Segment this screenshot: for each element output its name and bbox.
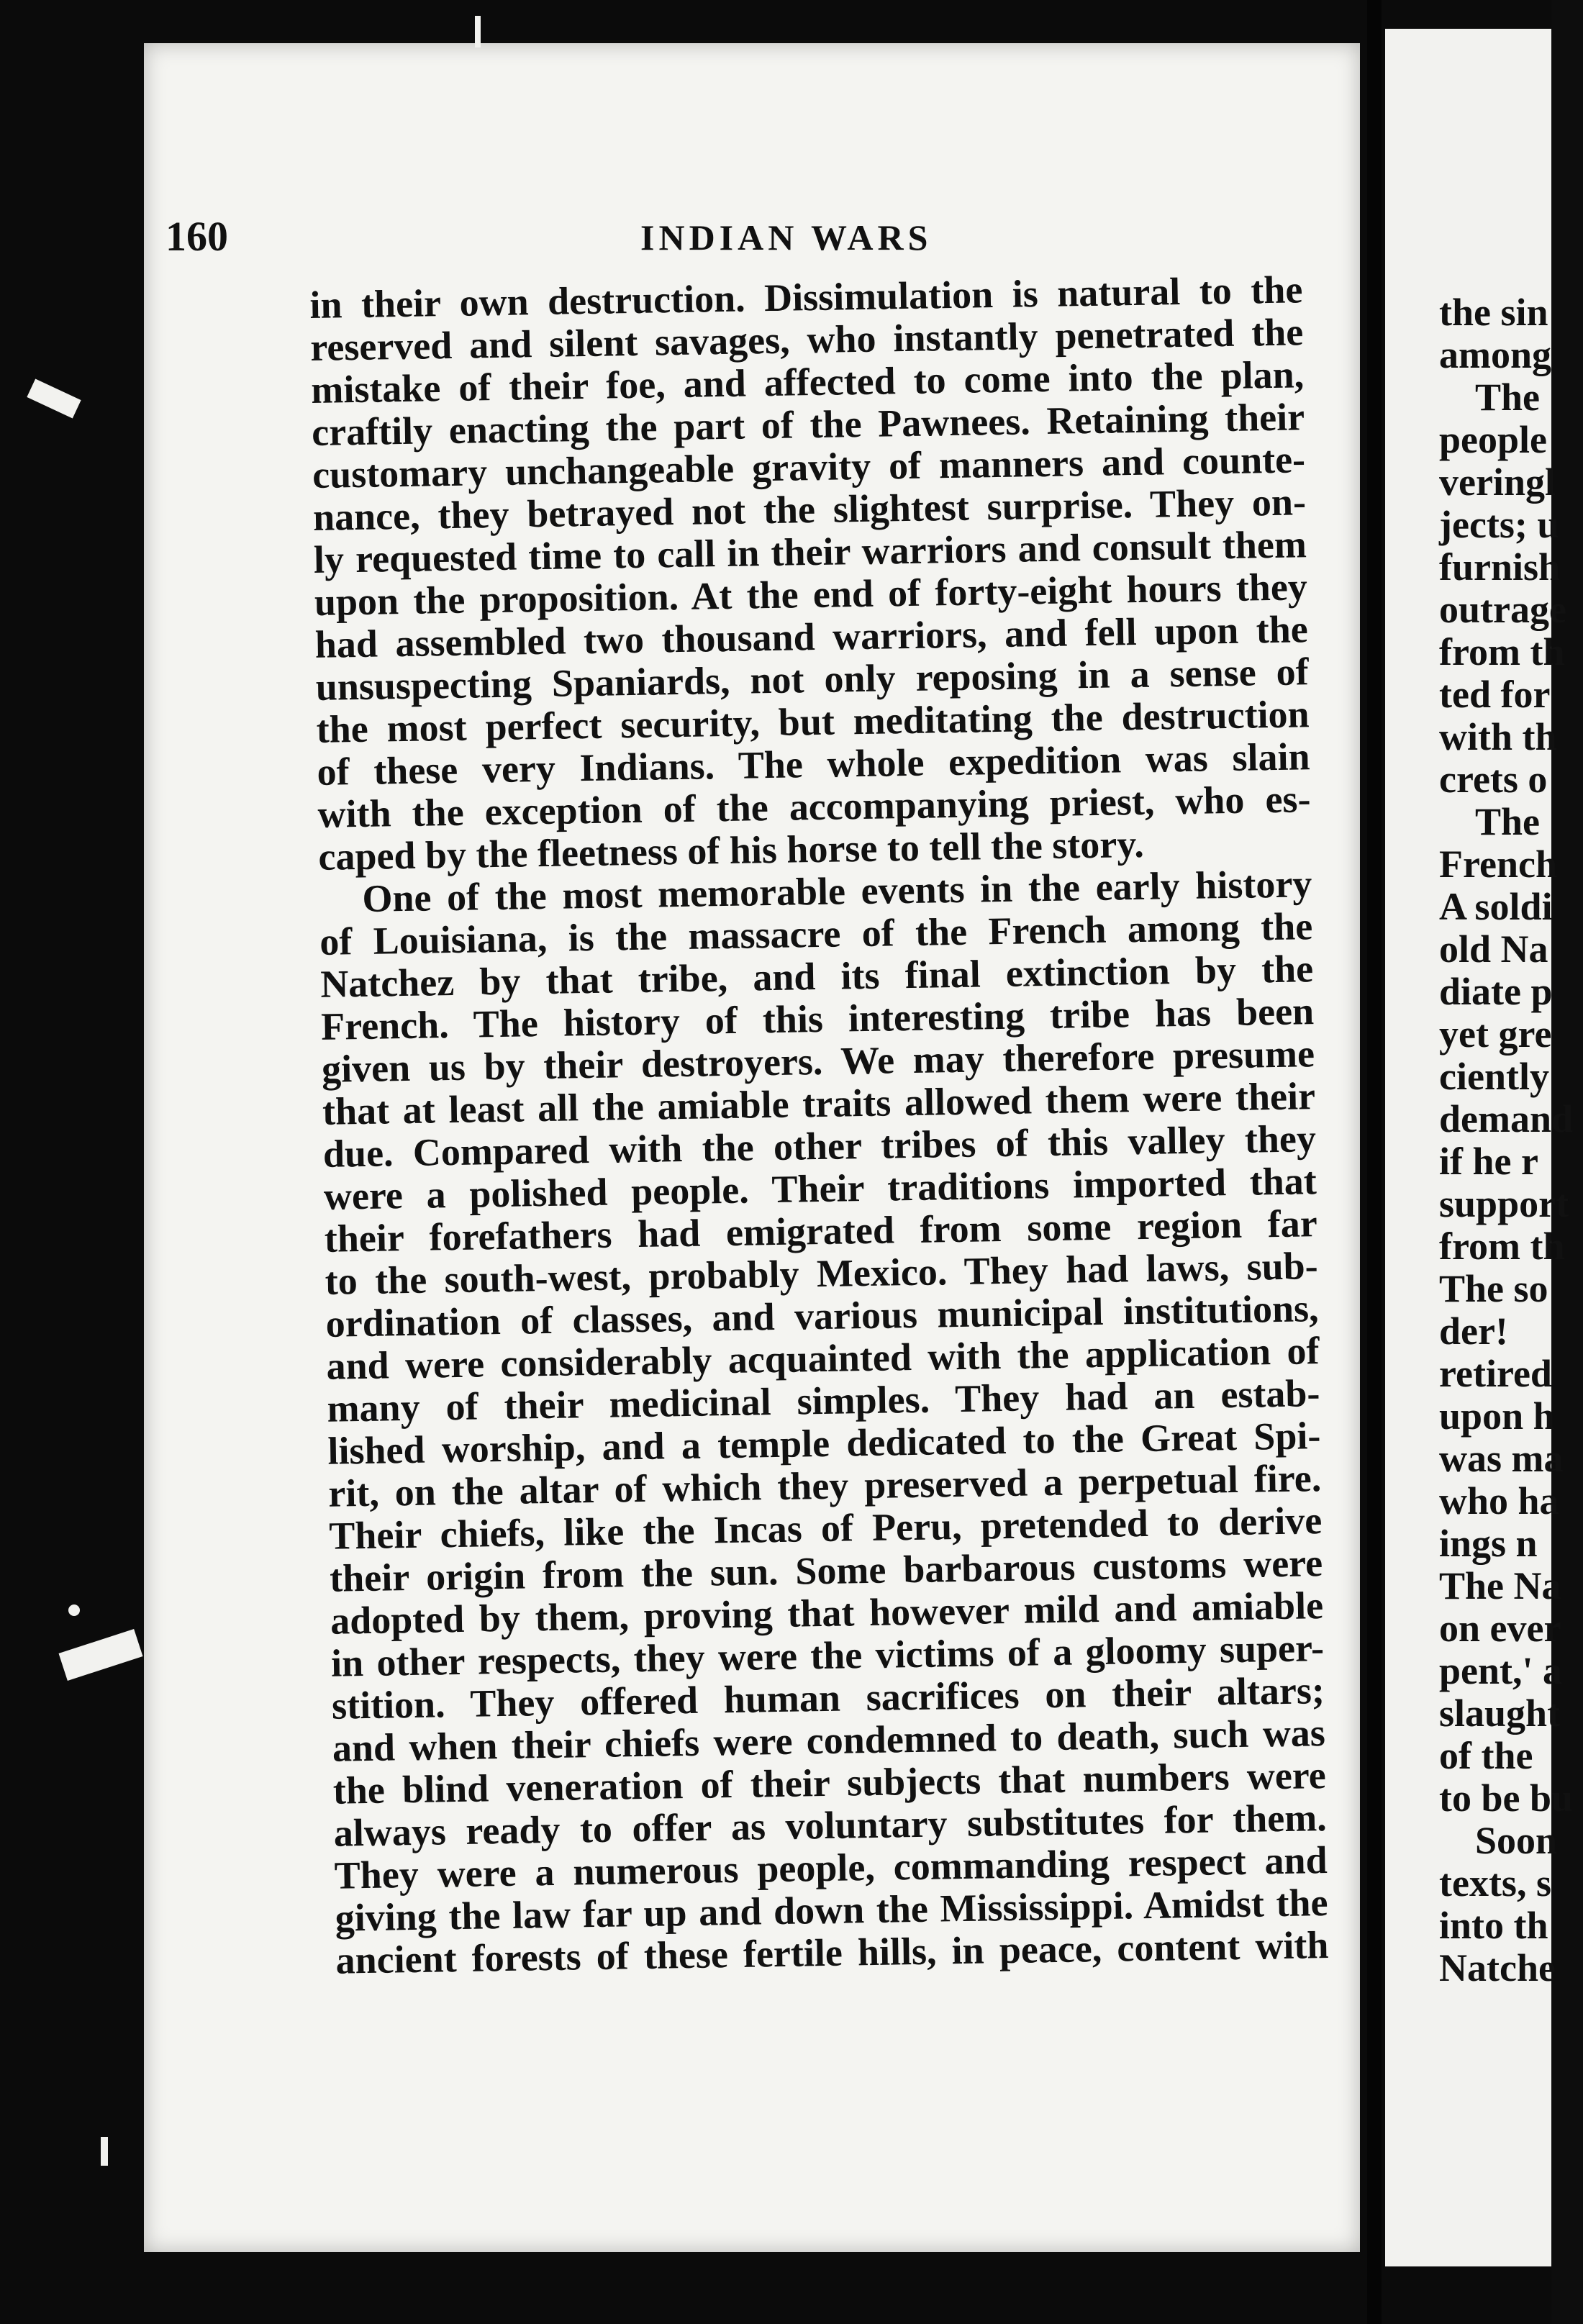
facing-text-line: The Na bbox=[1439, 1564, 1561, 1607]
facing-text-line: pent,' a bbox=[1439, 1649, 1563, 1692]
facing-page-text bbox=[1439, 291, 1583, 1989]
facing-text-line: diate p bbox=[1439, 970, 1553, 1013]
running-head: INDIAN WARS bbox=[640, 217, 933, 258]
text-line: One of the most memorable events in the early history bbox=[361, 862, 1312, 920]
page-number: 160 bbox=[165, 213, 228, 260]
facing-text-line: who ha bbox=[1439, 1479, 1559, 1522]
text-line: caped by the fleetness of his horse to tell the story. bbox=[318, 822, 1145, 879]
text-line: giving the law far up and down the Mississippi. Amidst the bbox=[335, 1881, 1328, 1940]
facing-text-line: with th bbox=[1439, 715, 1557, 758]
facing-text-line: was ma bbox=[1439, 1437, 1564, 1480]
facing-text-line: if he r bbox=[1439, 1140, 1538, 1183]
facing-text-line: ted for bbox=[1439, 673, 1551, 716]
text-line: their origin from the sun. Some barbarous customs were bbox=[329, 1541, 1323, 1600]
text-line: of Louisiana, is the massacre of the French among the bbox=[319, 904, 1313, 963]
text-line: in other respects, they were the victims of a gloomy super- bbox=[330, 1626, 1325, 1685]
facing-text-line: from th bbox=[1439, 1225, 1565, 1268]
facing-text-line: old Na bbox=[1439, 927, 1548, 971]
facing-text-line: texts, s bbox=[1439, 1861, 1551, 1905]
text-line: ordination of classes, and various municipal institutions, bbox=[325, 1286, 1319, 1345]
text-line: to the south-west, probably Mexico. They had laws, sub- bbox=[325, 1244, 1319, 1303]
text-line: French. The history of this interesting tribe has been bbox=[320, 989, 1315, 1048]
text-line: nance, they betrayed not the slightest surprise. They on- bbox=[312, 480, 1307, 539]
text-line: ancient forests of these fertile hills, in peace, content with bbox=[335, 1923, 1329, 1982]
text-line: Natchez by that tribe, and its final extinction by the bbox=[319, 947, 1314, 1006]
facing-text-line: A soldi bbox=[1439, 885, 1553, 928]
text-line: the most perfect security, but meditating the destruction bbox=[316, 692, 1310, 751]
text-line: given us by their destroyers. We may therefore presume bbox=[321, 1032, 1315, 1091]
text-line: reserved and silent savages, who instantly penetrated the bbox=[309, 310, 1304, 369]
text-line: craftily enacting the part of the Pawnees. Retaining their bbox=[311, 395, 1305, 454]
text-line: the blind veneration of their subjects that numbers were bbox=[332, 1753, 1327, 1812]
facing-text-line: on ever bbox=[1439, 1607, 1561, 1650]
facing-text-line: jects; u bbox=[1439, 503, 1559, 546]
facing-text-line: people bbox=[1439, 418, 1548, 461]
facing-text-line: The bbox=[1475, 376, 1541, 419]
body-text bbox=[309, 268, 1329, 1982]
facing-text-line: slaught bbox=[1439, 1692, 1561, 1735]
text-line: due. Compared with the other tribes of this valley they bbox=[322, 1117, 1317, 1176]
scan-speck bbox=[101, 2137, 108, 2166]
facing-text-line: to be bu bbox=[1439, 1776, 1574, 1820]
text-line: had assembled two thousand warriors, and fell upon the bbox=[314, 607, 1309, 666]
scan-speck bbox=[59, 1629, 143, 1681]
facing-text-line: among bbox=[1439, 333, 1552, 376]
text-line: mistake of their foe, and affected to come into the plan, bbox=[310, 353, 1305, 412]
facing-text-line: yet gre bbox=[1439, 1012, 1552, 1056]
scan-speck bbox=[475, 16, 481, 47]
text-line: of these very Indians. The whole expedition was slain bbox=[317, 735, 1310, 794]
facing-text-line: upon h bbox=[1439, 1394, 1555, 1438]
facing-text-line: into th bbox=[1439, 1904, 1548, 1947]
facing-text-line: of the bbox=[1439, 1734, 1533, 1777]
text-line: in their own destruction. Dissimulation is natural to the bbox=[309, 268, 1303, 327]
facing-text-line: veringl bbox=[1439, 460, 1556, 504]
facing-text-line: ings n bbox=[1439, 1522, 1538, 1565]
text-line: and when their chiefs were condemned to death, such was bbox=[332, 1711, 1326, 1770]
facing-text-line: Soon bbox=[1475, 1819, 1558, 1862]
text-line: stition. They offered human sacrifices on their altars; bbox=[331, 1669, 1325, 1728]
facing-text-line: The bbox=[1475, 800, 1541, 843]
facing-text-line: the sin bbox=[1439, 291, 1548, 334]
text-line: adopted by them, proving that however mild and amiable bbox=[330, 1584, 1324, 1643]
facing-text-line: The so bbox=[1439, 1267, 1548, 1310]
scan-speck bbox=[27, 379, 81, 419]
facing-text-line: demand bbox=[1439, 1097, 1574, 1140]
text-line: their forefathers had emigrated from some region far bbox=[324, 1202, 1318, 1261]
facing-text-line: outrage bbox=[1439, 588, 1566, 631]
facing-text-line: furnish bbox=[1439, 545, 1561, 589]
scan-speck bbox=[68, 1604, 80, 1616]
text-line: many of their medicinal simples. They had an estab- bbox=[327, 1371, 1320, 1430]
facing-text-line: ciently bbox=[1439, 1055, 1549, 1098]
facing-text-line: retired bbox=[1439, 1352, 1552, 1395]
text-line: customary unchangeable gravity of manners and counte- bbox=[312, 437, 1306, 496]
text-line: ly requested time to call in their warriors and consult them bbox=[313, 522, 1307, 581]
facing-text-line: support bbox=[1439, 1182, 1569, 1225]
page-header bbox=[165, 212, 1317, 277]
text-line: rit, on the altar of which they preserved a perpetual fire. bbox=[327, 1456, 1322, 1515]
text-line: upon the proposition. At the end of forty-eight hours they bbox=[314, 565, 1308, 624]
facing-text-line: der! bbox=[1439, 1309, 1508, 1353]
text-line: unsuspecting Spaniards, not only reposing in a sense of bbox=[315, 650, 1310, 709]
book-gutter bbox=[1367, 0, 1382, 2324]
text-line: were a polished people. Their traditions imported that bbox=[323, 1159, 1317, 1218]
text-line: always ready to offer as voluntary substitutes for them. bbox=[333, 1796, 1328, 1855]
facing-text-line: Natche bbox=[1439, 1946, 1556, 1989]
facing-text-line: crets o bbox=[1439, 758, 1548, 801]
text-line: lished worship, and a temple dedicated to the Great Spi- bbox=[327, 1414, 1321, 1473]
facing-text-line: from th bbox=[1439, 630, 1565, 673]
text-line: and were considerably acquainted with the application of bbox=[326, 1329, 1320, 1388]
text-line: that at least all the amiable traits allowed them were their bbox=[322, 1074, 1316, 1133]
text-line: with the exception of the accompanying priest, who es- bbox=[317, 777, 1311, 836]
text-line: Their chiefs, like the Incas of Peru, pretended to derive bbox=[328, 1499, 1323, 1558]
facing-text-line: French bbox=[1439, 843, 1557, 886]
text-line: They were a numerous people, commanding respect and bbox=[334, 1838, 1328, 1897]
